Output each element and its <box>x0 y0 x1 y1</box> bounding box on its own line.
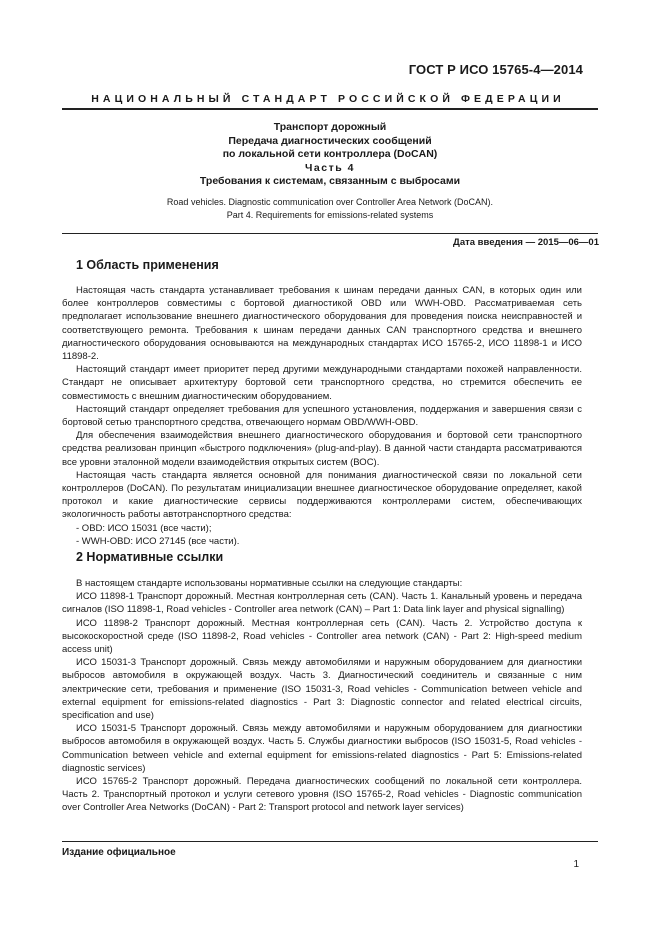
reference-item: ИСО 15031-3 Транспорт дорожный. Связь между автомобилями и наружным оборудованием для диагностики выбросов автомобиля в окружающей воздух. Часть 3. Диагностический соединитель и связанные с ним электрические сети, требования и применение (ISO 15031-3, Road vehicles - Communication between vehicle and external equipment for emissions-related diagnostics - Part 3: Diagnostic connector and related electrical circuits, specification and use) <box>62 657 582 722</box>
official-edition-label: Издание официальное <box>62 847 176 858</box>
document-code: ГОСТ Р ИСО 15765-4—2014 <box>408 62 583 77</box>
section-1-body <box>62 284 582 548</box>
section-1-heading: 1 Область применения <box>76 258 219 272</box>
reference-item: ИСО 11898-2 Транспорт дорожный. Местная контроллерная сеть (CAN). Часть 2. Устройство доступа к высокоскоростной среде (ISO 11898-2, Road vehicles - Controller area network (CAN) - Part 2: High-speed medium access unit) <box>62 617 582 656</box>
top-rule <box>62 108 598 110</box>
english-title-line-2: Part 4. Requirements for emissions-related systems <box>226 210 434 220</box>
english-title <box>62 196 598 222</box>
paragraph: Настоящая часть стандарта является основной для понимания диагностической связи по локальной сети контроллеров (DoCAN). По результатам инициализации внешнее диагностическое оборудование определяет, какой протокол и какие диагностические сервисы поддерживаются контроллерами систем, обеспечивающих экологичность работы автотранспортного средства: <box>62 469 582 521</box>
reference-item: ИСО 15765-2 Транспорт дорожный. Передача диагностических сообщений по локальной сети контроллера. Часть 2. Транспортный протокол и услуги сетевого уровня (ISO 15765-2, Road vehicles - Diagnostic communication over Controller Area Networks (DoCAN) - Part 2: Transport protocol and network layer services) <box>62 776 582 814</box>
section-2-heading: 2 Нормативные ссылки <box>76 550 224 564</box>
paragraph: Настоящий стандарт имеет приоритет перед другими международными стандартами похожей направленности. Стандарт не описывает архитектуру бортовой сети транспортного средства, но стремится обеспечить ее совместимость с внешним диагностическим оборудованием. <box>62 364 582 402</box>
title-line-4: Требования к системам, связанным с выбросами <box>199 175 461 187</box>
title-line-2: Передача диагностических сообщений <box>228 134 432 147</box>
list-item: - WWH-OBD: ИСО 27145 (все части). <box>76 535 240 547</box>
reference-item: ИСО 15031-5 Транспорт дорожный. Связь между автомобилями и наружным оборудованием для диагностики выбросов автомобиля в окружающей воздух. Часть 5. Службы диагностики выбросов (ISO 15031-5, Road vehicles - Communication between vehicle and external equipment for emissions-related diagnostics - Part 5: Emissions-related diagnostic services) <box>62 723 582 774</box>
title-line-1: Транспорт дорожный <box>273 121 387 133</box>
page-number: 1 <box>573 859 579 870</box>
title-line-3: по локальной сети контроллера (DoCAN) <box>222 148 438 160</box>
section-2-body <box>62 577 582 815</box>
introduction-date: Дата введения — 2015—06—01 <box>453 237 599 248</box>
list-item: - OBD: ИСО 15031 (все части); <box>76 522 212 534</box>
paragraph: Настоящий стандарт определяет требования для успешного установления, поддержания и завершения связи с бортовой сетью транспортного средства, отвечающего нормам OBD/WWH-OBD. <box>62 403 582 429</box>
reference-item: ИСО 11898-1 Транспорт дорожный. Местная контроллерная сеть (CAN). Часть 1. Канальный уровень и передача сигналов (ISO 11898-1, Road vehicles - Controller area network (CAN) – Part 1: Data link layer and physical signalling) <box>62 591 582 616</box>
title-block <box>62 121 598 189</box>
national-standard-banner: НАЦИОНАЛЬНЫЙ СТАНДАРТ РОССИЙСКОЙ ФЕДЕРАЦИИ <box>91 93 565 105</box>
title-part: Часть 4 <box>305 161 355 174</box>
title-rule <box>62 233 598 234</box>
paragraph: Для обеспечения взаимодействия внешнего диагностического оборудования и бортовой сети транспортного средства реализован принцип «быстрого подключения» (plug-and-play). В данной части стандарта рассматриваются все уровни эталонной модели взаимодействия открытых систем (ВОС). <box>62 430 582 468</box>
paragraph: В настоящем стандарте использованы нормативные ссылки на следующие стандарты: <box>76 578 463 589</box>
footer-rule <box>62 841 598 842</box>
paragraph: Настоящая часть стандарта устанавливает требования к шинам передачи данных CAN, в которых один или более контроллеров совместимы с бортовой диагностикой OBD или WWH-OBD. Рассматриваемая сеть предполагает использование внешнего диагностического оборудования для проведения поиска неисправностей и соответствующего ремонта. Требования к шинам передачи данных CAN транспортного средства и внешнего диагностического оборудования основываются на международных стандартах ИСО 15765-2, ИСО 11898-1 и ИСО 11898-2. <box>62 285 582 363</box>
english-title-line-1: Road vehicles. Diagnostic communication over Controller Area Network (DoCAN). <box>166 197 494 207</box>
